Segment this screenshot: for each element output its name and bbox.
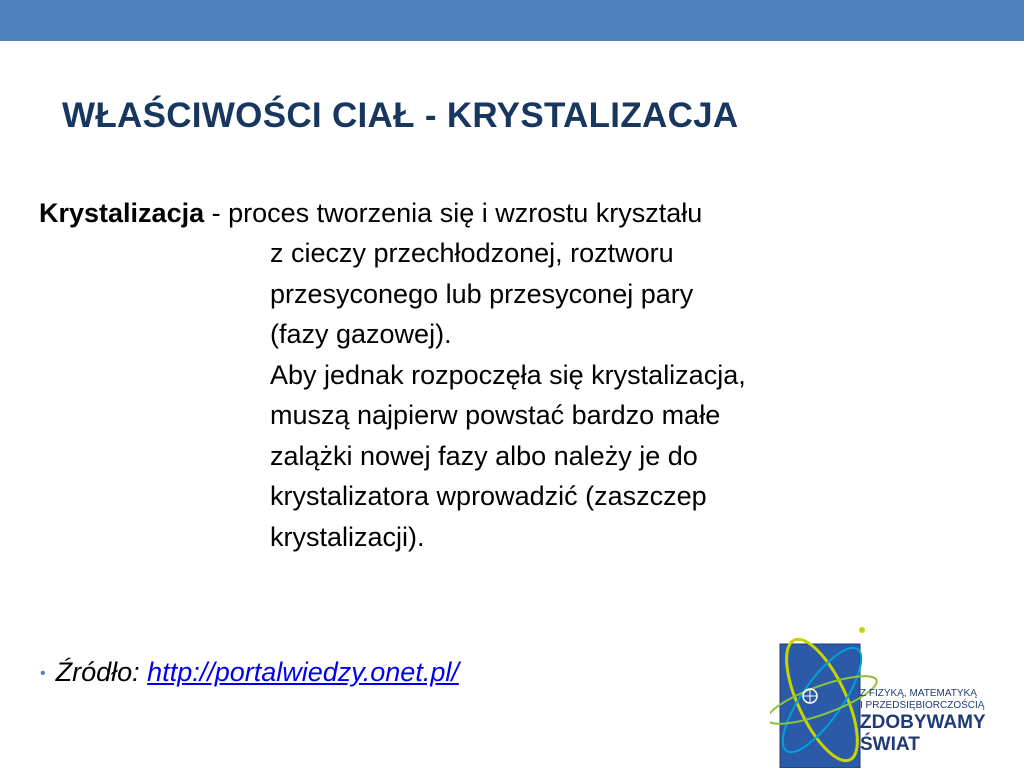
definition-line: z cieczy przechłodzonej, roztworu — [270, 238, 674, 268]
logo-line: ŚWIAT — [860, 734, 920, 755]
definition-text: - proces tworzenia się i wzrostu kryształu — [204, 198, 703, 228]
project-logo — [770, 620, 1024, 768]
definition-line: muszą najpierw powstać bardzo małe — [270, 400, 721, 430]
bullet-icon: • — [40, 664, 46, 682]
logo-line: ZDOBYWAMY — [860, 712, 986, 733]
slide-title: WŁAŚCIWOŚCI CIAŁ - KRYSTALIZACJA — [62, 96, 739, 135]
source-label: Źródło: — [55, 657, 140, 687]
definition-first-line — [39, 193, 702, 234]
definition-line: (fazy gazowej). — [270, 319, 452, 349]
logo-line: I PRZEDSIĘBIORCZOŚCIĄ — [860, 700, 985, 711]
definition-line: Aby jednak rozpoczęła się krystalizacja, — [270, 360, 746, 390]
definition-line: zalążki nowej fazy albo należy je do — [270, 441, 698, 471]
top-accent-bar — [0, 0, 1024, 41]
logo-line: Z FIZYKĄ, MATEMATYKĄ — [860, 688, 977, 699]
definition-line: krystalizacji). — [270, 522, 425, 552]
definition-line: przesyconego lub przesyconej pary — [270, 279, 694, 309]
source-link[interactable]: http://portalwiedzy.onet.pl/ — [147, 657, 459, 687]
source-bullet-item — [40, 652, 459, 694]
definition-line: krystalizatora wprowadzić (zaszczep — [270, 481, 707, 511]
definition-term: Krystalizacja — [39, 198, 205, 228]
